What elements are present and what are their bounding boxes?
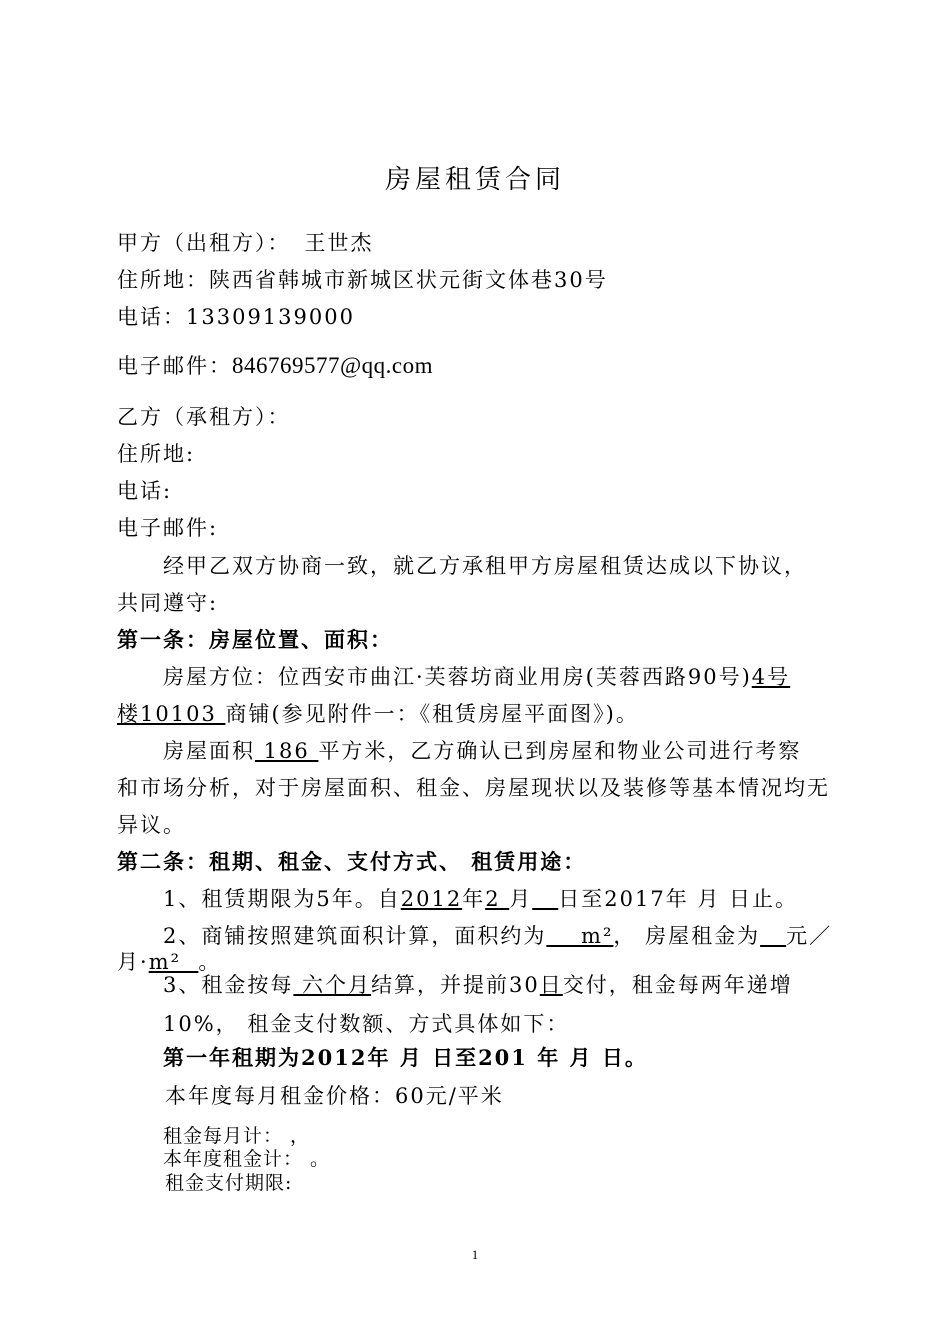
- building-area: m²: [546, 924, 614, 948]
- year-1-price: 本年度每月租金价格：60元/平米: [165, 1084, 504, 1108]
- party-b-address: 住所地:: [117, 442, 196, 466]
- intro-line-1: 经甲乙双方协商一致，就乙方承租甲方房屋租赁达成以下协议，: [163, 554, 807, 578]
- article-1-area-line-2: 和市场分析，对于房屋面积、租金、房屋现状以及装修等基本情况均无: [117, 776, 830, 800]
- settlement-text: 3、租金按每: [163, 973, 294, 997]
- intro-line-2: 共同遵守:: [117, 591, 219, 615]
- party-a-phone: 电话：13309139000: [117, 305, 355, 329]
- annual-rent: 本年度租金计： 。: [163, 1148, 331, 1170]
- article-1-heading: 第一条：房屋位置、面积：: [117, 627, 393, 652]
- area-value: 186: [255, 739, 319, 763]
- document-title: 房屋租赁合同: [384, 165, 565, 195]
- start-month: 2: [485, 887, 510, 911]
- party-a-label: 甲方（出租方）：: [117, 231, 291, 255]
- party-a-email: 846769577@qq.com: [232, 353, 434, 378]
- rent-unit-area: m²: [148, 950, 199, 974]
- article-1-location-line-1: [163, 663, 790, 691]
- article-2-item-3-line-2: 10%， 租金支付数额、方式具体如下：: [163, 1012, 570, 1036]
- party-b-label: 乙方（承租方）：: [117, 405, 291, 429]
- area-text: 平方米，乙方确认已到房屋和物业公司进行考察: [318, 739, 802, 763]
- start-year: 2012: [400, 887, 463, 911]
- building-number: 4号: [751, 665, 791, 689]
- monthly-rent: 租金每月计： ，: [163, 1125, 311, 1147]
- article-2-heading: 第二条：租期、租金、支付方式、 租赁用途：: [117, 849, 587, 874]
- location-text: 房屋方位：位西安市曲江·芙蓉坊商业用房(芙蓉西路90号): [163, 665, 752, 689]
- unit-number: 楼10103: [117, 702, 226, 726]
- location-annex: 商铺(参见附件一：《租赁房屋平面图》)。: [225, 702, 639, 726]
- rent-label: ， 房屋租金为: [613, 924, 761, 948]
- party-a-email-label: 电子邮件：: [117, 354, 232, 378]
- area-label: 房屋面积: [163, 739, 255, 763]
- party-a-name: 王世杰: [304, 231, 374, 255]
- article-2-item-2-line-1: [163, 922, 832, 950]
- area-calc-text: 2、商铺按照建筑面积计算，面积约为: [163, 924, 547, 948]
- settlement-period: 六个月: [293, 973, 372, 997]
- article-1-area-line-3: 异议。: [117, 813, 186, 837]
- rent-unit: 元／: [786, 924, 833, 948]
- payment-deadline: 租金支付期限:: [165, 1172, 293, 1194]
- advance-text: 结算，并提前30: [371, 973, 540, 997]
- term-text: 1、租赁期限为5年。自: [163, 887, 401, 911]
- advance-day-unit: 日: [539, 973, 563, 997]
- party-a-line: [117, 229, 374, 257]
- year-1-term: 第一年租期为2012年 月 日至201 年 月 日。: [163, 1045, 648, 1070]
- party-a-email-line: [117, 352, 433, 380]
- start-day: [532, 887, 558, 911]
- article-2-item-3-line-1: [163, 971, 793, 999]
- party-b-email: 电子邮件:: [117, 516, 219, 540]
- month-unit: 月: [509, 887, 533, 911]
- party-a-address: 住所地：陕西省韩城市新城区状元街文体巷30号: [117, 268, 608, 292]
- period-mark: 。: [198, 950, 222, 974]
- article-1-area-line-1: [163, 737, 801, 765]
- term-end: 日至2017年 月 日止。: [558, 887, 799, 911]
- increase-text: 交付，租金每两年递增: [562, 973, 793, 997]
- page-number: 1: [471, 1247, 479, 1262]
- rent-unit-month: 月·: [117, 950, 149, 974]
- rent-price: [760, 924, 786, 948]
- party-b-phone: 电话:: [117, 479, 173, 503]
- article-1-location-line-2: [117, 700, 639, 728]
- year-unit: 年: [462, 887, 486, 911]
- article-2-item-1: [163, 885, 798, 913]
